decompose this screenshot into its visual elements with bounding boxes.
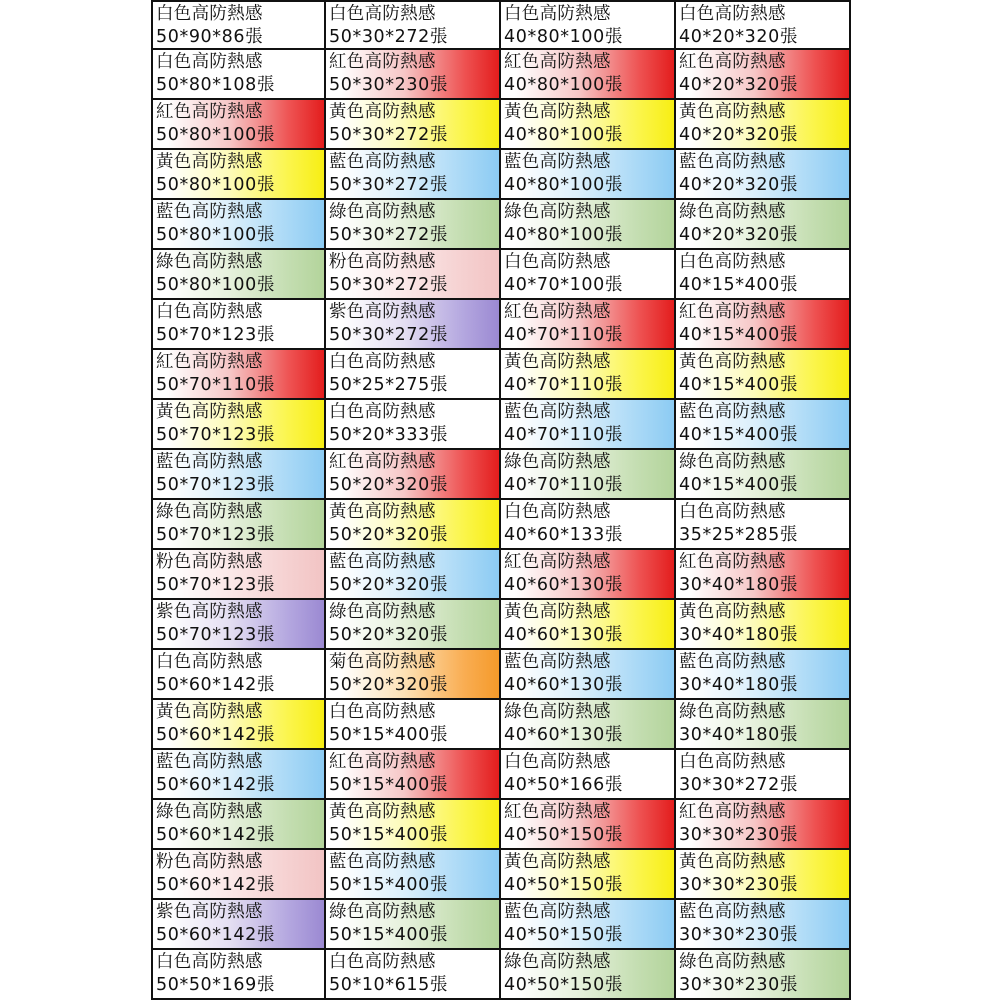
product-name: 黃色高防熱感 (504, 102, 611, 122)
product-size: 40*70*110張 (504, 475, 623, 495)
table-cell (326, 500, 501, 550)
product-name: 綠色高防熱感 (156, 802, 263, 822)
table-cell (151, 850, 326, 900)
product-size: 50*80*100張 (156, 275, 275, 295)
product-name: 菊色高防熱感 (329, 652, 436, 672)
table-cell (151, 500, 326, 550)
product-size: 40*70*110張 (504, 375, 623, 395)
product-size: 40*15*400張 (679, 325, 798, 345)
table-cell (501, 600, 676, 650)
product-size: 40*70*100張 (504, 275, 623, 295)
table-cell (151, 950, 326, 1000)
product-name: 白色高防熱感 (679, 752, 786, 772)
product-size: 30*30*230張 (679, 975, 798, 995)
product-size: 40*60*133張 (504, 525, 623, 545)
table-cell (326, 850, 501, 900)
table-cell (676, 700, 851, 750)
table-cell (326, 950, 501, 1000)
table-cell (501, 50, 676, 100)
product-name: 綠色高防熱感 (329, 202, 436, 222)
product-name: 白色高防熱感 (156, 4, 263, 24)
table-cell (151, 750, 326, 800)
table-cell (151, 800, 326, 850)
table-cell (676, 450, 851, 500)
product-size: 50*30*272張 (329, 27, 448, 47)
product-size: 40*50*150張 (504, 925, 623, 945)
product-size: 50*15*400張 (329, 725, 448, 745)
table-cell (676, 100, 851, 150)
product-size: 40*50*150張 (504, 875, 623, 895)
product-name: 黃色高防熱感 (679, 352, 786, 372)
product-size: 40*70*110張 (504, 325, 623, 345)
product-name: 紫色高防熱感 (156, 602, 263, 622)
product-name: 綠色高防熱感 (679, 702, 786, 722)
table-cell (676, 800, 851, 850)
product-name: 白色高防熱感 (679, 4, 786, 24)
product-size: 40*15*400張 (679, 275, 798, 295)
table-cell (326, 200, 501, 250)
product-name: 白色高防熱感 (504, 4, 611, 24)
product-size: 50*70*123張 (156, 475, 275, 495)
product-name: 白色高防熱感 (156, 952, 263, 972)
product-name: 白色高防熱感 (504, 502, 611, 522)
product-size: 50*90*86張 (156, 27, 264, 47)
product-name: 紫色高防熱感 (329, 302, 436, 322)
product-name: 綠色高防熱感 (329, 902, 436, 922)
table-cell (676, 400, 851, 450)
product-name: 黃色高防熱感 (156, 402, 263, 422)
table-cell (501, 150, 676, 200)
product-name: 黃色高防熱感 (329, 802, 436, 822)
product-name: 白色高防熱感 (329, 4, 436, 24)
table-cell (326, 0, 501, 50)
table-cell (151, 250, 326, 300)
product-size: 50*60*142張 (156, 775, 275, 795)
product-name: 紅色高防熱感 (329, 52, 436, 72)
product-name: 紅色高防熱感 (329, 752, 436, 772)
product-name: 綠色高防熱感 (504, 452, 611, 472)
product-size: 40*50*166張 (504, 775, 623, 795)
product-size: 50*60*142張 (156, 875, 275, 895)
table-cell (151, 100, 326, 150)
table-cell (676, 300, 851, 350)
product-size: 50*30*272張 (329, 125, 448, 145)
product-size: 40*80*100張 (504, 75, 623, 95)
product-name: 粉色高防熱感 (156, 552, 263, 572)
product-name: 黃色高防熱感 (329, 102, 436, 122)
table-cell (326, 450, 501, 500)
product-name: 白色高防熱感 (504, 752, 611, 772)
product-size: 40*20*320張 (679, 125, 798, 145)
product-name: 紅色高防熱感 (679, 552, 786, 572)
table-cell (501, 0, 676, 50)
product-size: 30*40*180張 (679, 625, 798, 645)
product-name: 綠色高防熱感 (156, 502, 263, 522)
table-cell (326, 400, 501, 450)
table-cell (676, 50, 851, 100)
product-size: 50*20*320張 (329, 525, 448, 545)
product-size: 35*25*285張 (679, 525, 798, 545)
table-cell (151, 50, 326, 100)
product-size: 50*60*142張 (156, 925, 275, 945)
product-name: 綠色高防熱感 (156, 252, 263, 272)
table-cell (676, 200, 851, 250)
product-size: 50*20*320張 (329, 575, 448, 595)
table-cell (151, 0, 326, 50)
product-size: 50*80*100張 (156, 225, 275, 245)
table-cell (326, 650, 501, 700)
product-name: 藍色高防熱感 (504, 152, 611, 172)
product-name: 綠色高防熱感 (679, 202, 786, 222)
product-size: 50*60*142張 (156, 825, 275, 845)
table-cell (151, 300, 326, 350)
product-size: 40*60*130張 (504, 675, 623, 695)
table-cell (676, 250, 851, 300)
table-cell (676, 550, 851, 600)
product-size: 50*60*142張 (156, 725, 275, 745)
product-name: 綠色高防熱感 (329, 602, 436, 622)
product-size: 50*25*275張 (329, 375, 448, 395)
table-cell (151, 700, 326, 750)
table-cell (676, 600, 851, 650)
product-size: 50*15*400張 (329, 825, 448, 845)
product-name: 藍色高防熱感 (504, 402, 611, 422)
table-cell (501, 450, 676, 500)
table-cell (326, 350, 501, 400)
table-cell (501, 250, 676, 300)
table-cell (151, 150, 326, 200)
table-cell (676, 850, 851, 900)
table-cell (676, 500, 851, 550)
product-size: 40*70*110張 (504, 425, 623, 445)
product-name: 藍色高防熱感 (156, 202, 263, 222)
product-name: 紅色高防熱感 (679, 802, 786, 822)
table-cell (501, 950, 676, 1000)
product-name: 藍色高防熱感 (329, 152, 436, 172)
product-name: 紅色高防熱感 (156, 352, 263, 372)
table-cell (501, 300, 676, 350)
product-size: 50*70*110張 (156, 375, 275, 395)
product-name: 粉色高防熱感 (329, 252, 436, 272)
product-name: 黃色高防熱感 (156, 152, 263, 172)
product-size: 30*30*230張 (679, 875, 798, 895)
table-cell (676, 900, 851, 950)
product-size: 40*15*400張 (679, 475, 798, 495)
product-name: 白色高防熱感 (329, 402, 436, 422)
product-size: 40*60*130張 (504, 725, 623, 745)
product-size: 30*40*180張 (679, 675, 798, 695)
table-cell (326, 750, 501, 800)
table-cell (501, 550, 676, 600)
table-cell (676, 750, 851, 800)
table-cell (501, 900, 676, 950)
table-cell (676, 0, 851, 50)
table-cell (151, 350, 326, 400)
product-size: 40*80*100張 (504, 125, 623, 145)
product-size: 40*60*130張 (504, 575, 623, 595)
product-size: 50*30*272張 (329, 325, 448, 345)
product-name: 綠色高防熱感 (679, 952, 786, 972)
table-cell (151, 550, 326, 600)
product-size: 50*80*100張 (156, 175, 275, 195)
table-cell (501, 200, 676, 250)
product-name: 紅色高防熱感 (679, 52, 786, 72)
product-size: 50*80*100張 (156, 125, 275, 145)
product-size: 50*60*142張 (156, 675, 275, 695)
product-name: 白色高防熱感 (679, 502, 786, 522)
product-size: 40*20*320張 (679, 75, 798, 95)
product-size: 40*50*150張 (504, 825, 623, 845)
product-size: 40*15*400張 (679, 375, 798, 395)
product-name: 紅色高防熱感 (156, 102, 263, 122)
table-cell (326, 600, 501, 650)
product-name: 紫色高防熱感 (156, 902, 263, 922)
product-size: 40*20*320張 (679, 225, 798, 245)
table-cell (501, 750, 676, 800)
product-size: 40*80*100張 (504, 27, 623, 47)
product-size: 50*70*123張 (156, 325, 275, 345)
product-name: 黃色高防熱感 (156, 702, 263, 722)
product-name: 黃色高防熱感 (504, 352, 611, 372)
product-name: 綠色高防熱感 (504, 702, 611, 722)
table-cell (501, 400, 676, 450)
table-cell (501, 700, 676, 750)
product-size: 50*70*123張 (156, 575, 275, 595)
product-size: 40*50*150張 (504, 975, 623, 995)
table-cell (326, 800, 501, 850)
table-cell (676, 950, 851, 1000)
product-size: 50*70*123張 (156, 525, 275, 545)
product-size: 40*80*100張 (504, 225, 623, 245)
product-size: 50*30*272張 (329, 175, 448, 195)
table-cell (326, 700, 501, 750)
product-size: 40*80*100張 (504, 175, 623, 195)
table-cell (326, 900, 501, 950)
product-size: 50*20*320張 (329, 475, 448, 495)
product-size: 40*15*400張 (679, 425, 798, 445)
product-size: 40*20*320張 (679, 175, 798, 195)
label-size-table (151, 0, 851, 1000)
product-name: 黃色高防熱感 (329, 502, 436, 522)
table-cell (501, 100, 676, 150)
table-cell (326, 50, 501, 100)
product-name: 白色高防熱感 (156, 302, 263, 322)
table-cell (151, 400, 326, 450)
product-name: 藍色高防熱感 (329, 852, 436, 872)
product-name: 白色高防熱感 (156, 652, 263, 672)
product-size: 40*60*130張 (504, 625, 623, 645)
table-cell (326, 550, 501, 600)
table-cell (501, 800, 676, 850)
product-name: 紅色高防熱感 (504, 302, 611, 322)
product-size: 50*15*400張 (329, 875, 448, 895)
product-size: 30*40*180張 (679, 575, 798, 595)
product-name: 白色高防熱感 (679, 252, 786, 272)
product-name: 藍色高防熱感 (679, 402, 786, 422)
table-cell (151, 650, 326, 700)
table-cell (326, 100, 501, 150)
product-size: 30*30*230張 (679, 825, 798, 845)
product-name: 紅色高防熱感 (504, 552, 611, 572)
product-size: 30*40*180張 (679, 725, 798, 745)
product-name: 白色高防熱感 (329, 352, 436, 372)
table-cell (326, 150, 501, 200)
product-size: 50*70*123張 (156, 425, 275, 445)
product-name: 綠色高防熱感 (679, 452, 786, 472)
product-size: 50*20*320張 (329, 675, 448, 695)
product-name: 藍色高防熱感 (156, 452, 263, 472)
product-size: 50*50*169張 (156, 975, 275, 995)
table-cell (151, 200, 326, 250)
product-size: 40*20*320張 (679, 27, 798, 47)
product-size: 30*30*230張 (679, 925, 798, 945)
table-cell (676, 150, 851, 200)
product-name: 紅色高防熱感 (329, 452, 436, 472)
table-cell (501, 650, 676, 700)
product-size: 50*15*400張 (329, 775, 448, 795)
product-name: 藍色高防熱感 (504, 902, 611, 922)
table-cell (151, 450, 326, 500)
product-name: 紅色高防熱感 (504, 52, 611, 72)
product-size: 50*10*615張 (329, 975, 448, 995)
table-cell (676, 650, 851, 700)
product-name: 藍色高防熱感 (679, 152, 786, 172)
table-cell (326, 250, 501, 300)
table-cell (501, 850, 676, 900)
product-size: 50*80*108張 (156, 75, 275, 95)
product-name: 白色高防熱感 (329, 952, 436, 972)
product-name: 藍色高防熱感 (504, 652, 611, 672)
product-name: 黃色高防熱感 (504, 852, 611, 872)
table-cell (151, 600, 326, 650)
product-name: 紅色高防熱感 (679, 302, 786, 322)
table-cell (326, 300, 501, 350)
product-name: 藍色高防熱感 (679, 902, 786, 922)
product-name: 白色高防熱感 (156, 52, 263, 72)
product-name: 粉色高防熱感 (156, 852, 263, 872)
product-size: 50*70*123張 (156, 625, 275, 645)
product-name: 綠色高防熱感 (504, 952, 611, 972)
product-size: 50*15*400張 (329, 925, 448, 945)
product-size: 50*20*333張 (329, 425, 448, 445)
product-size: 50*20*320張 (329, 625, 448, 645)
product-name: 黃色高防熱感 (679, 852, 786, 872)
product-size: 50*30*272張 (329, 225, 448, 245)
table-cell (501, 350, 676, 400)
product-name: 藍色高防熱感 (156, 752, 263, 772)
product-name: 白色高防熱感 (504, 252, 611, 272)
product-size: 30*30*272張 (679, 775, 798, 795)
table-cell (151, 900, 326, 950)
product-size: 50*30*230張 (329, 75, 448, 95)
product-name: 黃色高防熱感 (679, 602, 786, 622)
product-name: 白色高防熱感 (329, 702, 436, 722)
table-cell (501, 500, 676, 550)
product-name: 藍色高防熱感 (329, 552, 436, 572)
product-name: 黃色高防熱感 (504, 602, 611, 622)
product-name: 黃色高防熱感 (679, 102, 786, 122)
product-name: 紅色高防熱感 (504, 802, 611, 822)
product-name: 綠色高防熱感 (504, 202, 611, 222)
product-size: 50*30*272張 (329, 275, 448, 295)
table-cell (676, 350, 851, 400)
product-name: 藍色高防熱感 (679, 652, 786, 672)
